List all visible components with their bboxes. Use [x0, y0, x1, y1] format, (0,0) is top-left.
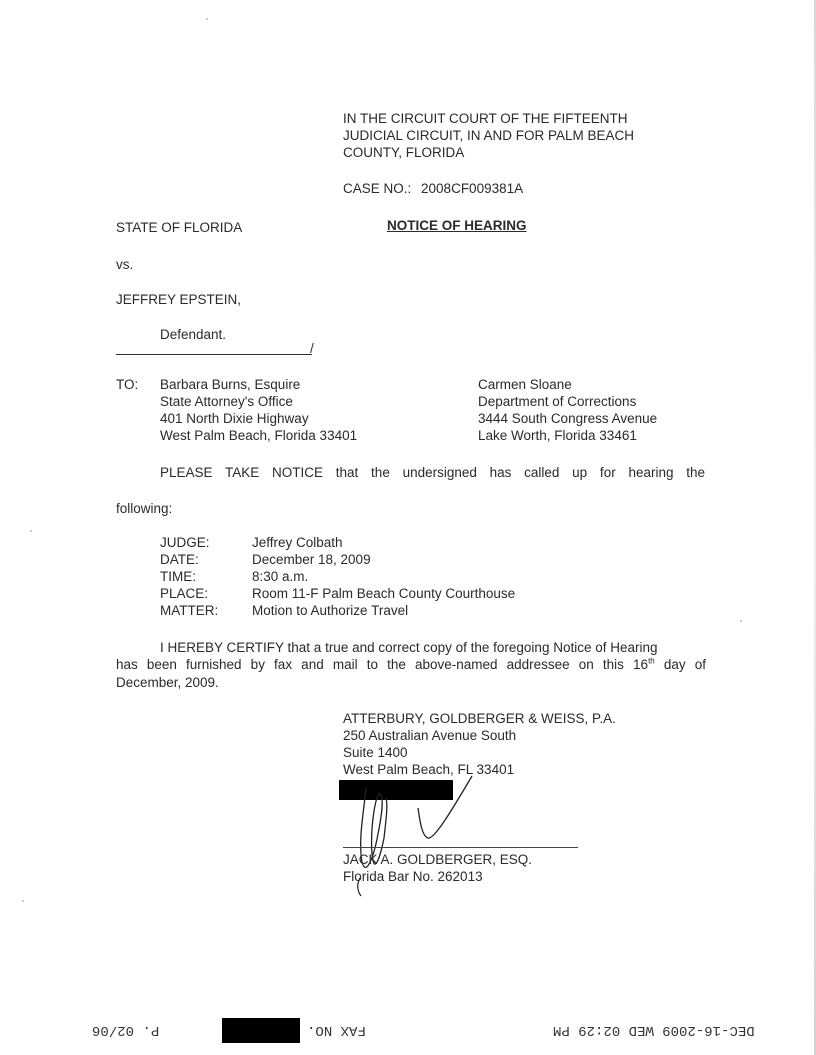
- fax-datetime: [553, 1022, 755, 1038]
- plaintiff: STATE OF FLORIDA: [116, 220, 243, 235]
- fax-number-redaction: [222, 1018, 300, 1043]
- caption-rule: [116, 354, 312, 355]
- hearing-row-matter: [160, 602, 515, 619]
- certify-line-2: [116, 656, 706, 673]
- recipient-2-line: Lake Worth, Florida 33461: [478, 428, 637, 443]
- certify-line-2-end: day of: [654, 657, 706, 672]
- hearing-value: Room 11-F Palm Beach County Courthouse: [252, 586, 516, 601]
- scan-speck: [22, 900, 24, 902]
- hearing-value: Motion to Authorize Travel: [252, 603, 409, 618]
- hearing-value: December 18, 2009: [252, 552, 371, 567]
- hearing-label: TIME:: [160, 569, 196, 584]
- recipient-2-line: Carmen Sloane: [478, 377, 572, 392]
- recipient-1-line: West Palm Beach, Florida 33401: [160, 428, 358, 443]
- case-number-label: CASE NO.:: [343, 181, 412, 196]
- recipient-1: [160, 376, 357, 444]
- recipient-2-line: Department of Corrections: [478, 394, 637, 409]
- signer-bar-number: Florida Bar No. 262013: [343, 869, 483, 884]
- fax-page-number-text: P. 02/06: [92, 1022, 160, 1038]
- hearing-label: PLACE:: [160, 586, 209, 601]
- scan-speck: [30, 530, 32, 532]
- recipient-2-line: 3444 South Congress Avenue: [478, 411, 658, 426]
- fax-page-number: [92, 1022, 159, 1038]
- firm-suite: Suite 1400: [343, 745, 408, 760]
- hearing-value: Jeffrey Colbath: [252, 535, 343, 550]
- defendant-role: Defendant.: [160, 327, 227, 342]
- case-number-value: 2008CF009381A: [421, 181, 524, 196]
- recipient-1-line: State Attorney's Office: [160, 394, 293, 409]
- hearing-label: DATE:: [160, 552, 199, 567]
- certify-line-1: I HEREBY CERTIFY that a true and correct copy of the foregoing Notice of Hearing: [160, 640, 658, 655]
- document-title-text: NOTICE OF HEARING: [387, 218, 527, 233]
- fax-datetime-text: DEC-16-2009 WED 02:29 PM: [553, 1022, 755, 1038]
- to-label: TO:: [116, 377, 139, 392]
- signature-line: [343, 847, 578, 848]
- signer-name: JACK A. GOLDBERGER, ESQ.: [343, 852, 533, 867]
- recipient-1-line: 401 North Dixie Highway: [160, 411, 309, 426]
- hearing-details: [160, 534, 515, 619]
- court-line-3: COUNTY, FLORIDA: [343, 145, 465, 160]
- notice-line-2: following:: [116, 501, 173, 516]
- document-title: [387, 217, 527, 234]
- hearing-row-time: [160, 568, 515, 585]
- certify-line-3: December, 2009.: [116, 675, 219, 690]
- caption-slash: /: [310, 341, 314, 356]
- certify-superscript: th: [648, 656, 655, 666]
- hearing-row-place: [160, 585, 515, 602]
- court-heading: [343, 110, 634, 161]
- hearing-value: 8:30 a.m.: [252, 569, 309, 584]
- recipient-1-line: Barbara Burns, Esquire: [160, 377, 301, 392]
- hearing-label: JUDGE:: [160, 535, 210, 550]
- versus: vs.: [116, 257, 134, 272]
- signer-block: [343, 851, 532, 885]
- fax-number-label-text: FAX NO.: [307, 1022, 366, 1038]
- hearing-row-date: [160, 551, 515, 568]
- defendant-name: JEFFREY EPSTEIN,: [116, 292, 242, 307]
- firm-city: West Palm Beach, FL 33401: [343, 762, 515, 777]
- hearing-label: MATTER:: [160, 603, 219, 618]
- firm-name: ATTERBURY, GOLDBERGER & WEISS, P.A.: [343, 711, 616, 726]
- notice-line-1: PLEASE TAKE NOTICE that the undersigned has called up for hearing the: [160, 465, 705, 480]
- scan-speck: [206, 18, 208, 20]
- case-number: [343, 180, 523, 197]
- hearing-row-judge: [160, 534, 515, 551]
- scan-speck: [740, 620, 742, 622]
- court-line-1: IN THE CIRCUIT COURT OF THE FIFTEENTH: [343, 111, 628, 126]
- court-line-2: JUDICIAL CIRCUIT, IN AND FOR PALM BEACH: [343, 128, 635, 143]
- certify-line-2-text: has been furnished by fax and mail to the above-named addressee on this 16: [116, 657, 649, 672]
- fax-number-label: [307, 1022, 366, 1038]
- firm-street: 250 Australian Avenue South: [343, 728, 517, 743]
- recipient-2: [478, 376, 657, 444]
